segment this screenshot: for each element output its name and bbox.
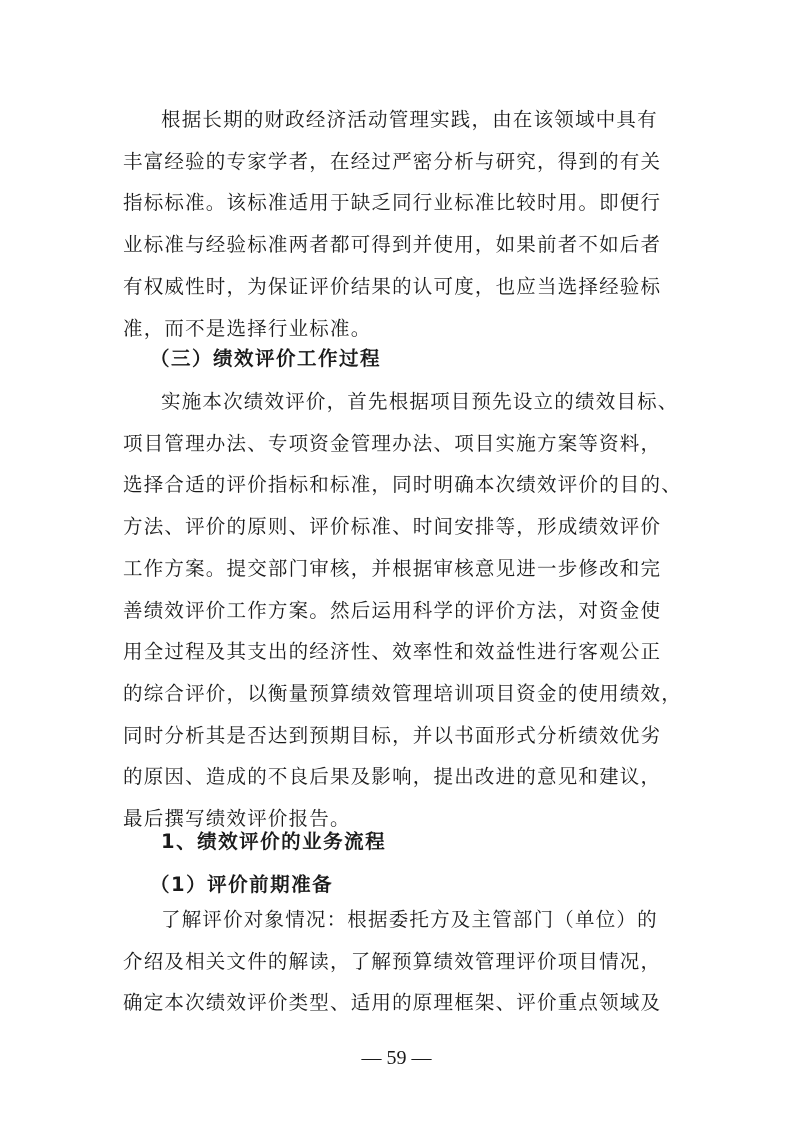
paragraph-1-line: 根据长期的财政经济活动管理实践，由在该领域中具有 — [161, 108, 658, 131]
paragraph-2-line: 最后撰写绩效评价报告。 — [123, 807, 351, 830]
section-heading: （三）绩效评价工作过程 — [150, 347, 382, 370]
paragraph-2-line: 工作方案。提交部门审核，并根据审核意见进一步修改和完 — [123, 556, 662, 580]
paragraph-1-line: 丰富经验的专家学者，在经过严密分析与研究，得到的有关 — [123, 149, 662, 173]
subsubsection-heading: （1）评价前期准备 — [150, 873, 334, 896]
paragraph-2-line: 善绩效评价工作方案。然后运用科学的评价方法，对资金使 — [123, 598, 662, 622]
subsection-heading: 1、绩效评价的业务流程 — [161, 830, 387, 853]
paragraph-2-line: 实施本次绩效评价，首先根据项目预先设立的绩效目标、 — [161, 390, 679, 413]
paragraph-2-line: 同时分析其是否达到预期目标，并以书面形式分析绩效优劣 — [123, 723, 662, 747]
paragraph-3-line: 了解评价对象情况：根据委托方及主管部门（单位）的 — [161, 908, 658, 931]
paragraph-2-line: 选择合适的评价指标和标准，同时明确本次绩效评价的目的、 — [123, 473, 682, 497]
paragraph-1-line: 准，而不是选择行业标准。 — [123, 316, 372, 340]
paragraph-3-line: 介绍及相关文件的解读，了解预算绩效管理评价项目情况， — [123, 949, 662, 973]
paragraph-1-line: 指标标准。该标准适用于缺乏同行业标准比较时用。即便行 — [123, 191, 662, 215]
page-number: — 59 — — [361, 1047, 432, 1069]
paragraph-2-line: 用全过程及其支出的经济性、效率性和效益性进行客观公正 — [123, 640, 662, 664]
paragraph-2-line: 的综合评价，以衡量预算绩效管理培训项目资金的使用绩效， — [123, 681, 682, 705]
paragraph-2-line: 方法、评价的原则、评价标准、时间安排等，形成绩效评价 — [123, 515, 662, 539]
paragraph-1-line: 有权威性时，为保证评价结果的认可度，也应当选择经验标 — [123, 274, 662, 298]
paragraph-1-line: 业标准与经验标准两者都可得到并使用，如果前者不如后者 — [123, 233, 662, 257]
paragraph-3-line: 确定本次绩效评价类型、适用的原理框架、评价重点领域及 — [123, 991, 662, 1015]
paragraph-2-line: 的原因、造成的不良后果及影响，提出改进的意见和建议， — [123, 765, 662, 789]
paragraph-2-line: 项目管理办法、专项资金管理办法、项目实施方案等资料， — [123, 431, 662, 455]
